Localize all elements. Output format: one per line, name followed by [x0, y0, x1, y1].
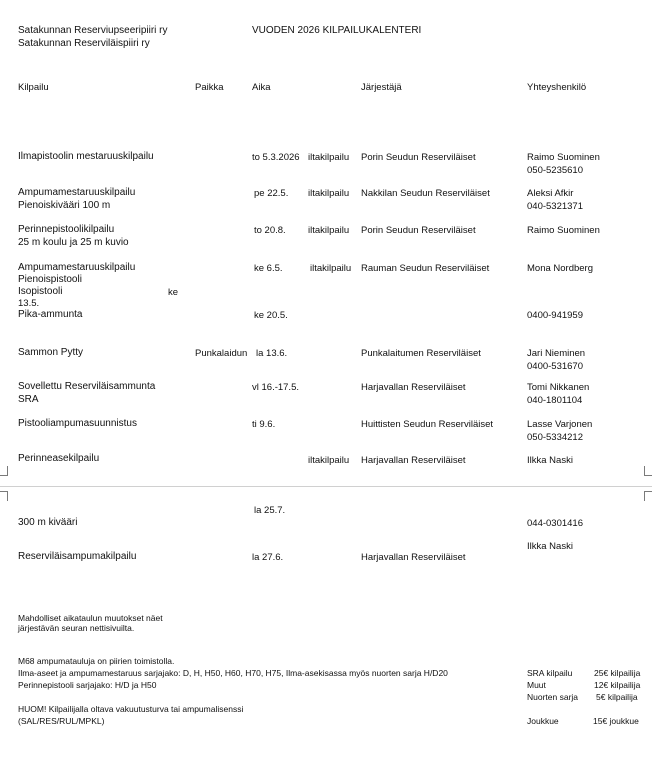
event-name: Sammon Pytty — [18, 347, 84, 358]
event-name-detail: Pienoiskivääri 100 m — [18, 200, 111, 211]
fee-value: 25€ kilpailija — [594, 668, 641, 678]
event-name: Reserviläisampumakilpailu — [18, 551, 137, 562]
event-phone: 040-5321371 — [527, 201, 583, 212]
event-date: ke 20.5. — [254, 310, 288, 321]
page-corner-mark — [0, 466, 8, 476]
event-contact: Raimo Suominen — [527, 152, 600, 163]
event-phone: 044-0301416 — [527, 518, 583, 529]
event-date: la 25.7. — [254, 505, 286, 516]
fee-value: 5€ kilpailija — [596, 692, 638, 702]
event-contact: Tomi Nikkanen — [527, 382, 590, 393]
column-header-jarjestaja: Järjestäjä — [361, 82, 402, 93]
fee-label: Muut — [527, 680, 546, 690]
event-organizer: Nakkilan Seudun Reserviläiset — [361, 188, 490, 199]
event-type: iltakilpailu — [308, 152, 350, 163]
event-name-detail: Isopistooli — [18, 286, 63, 297]
event-date: la 13.6. — [256, 348, 288, 359]
event-type: iltakilpailu — [308, 225, 350, 236]
note-classes: Ilma-aseet ja ampumamestaruus sarjajako: D, H, H50, H60, H70, H75, Ilma-asekisassa myös nuorten sarja H/D20 — [18, 668, 448, 678]
event-phone: 0400-941959 — [527, 310, 583, 321]
event-date: ti 9.6. — [252, 419, 276, 430]
note-schedule-changes: järjestävän seuran nettisivuilta. — [18, 623, 135, 633]
column-header-yhteyshenkilo: Yhteyshenkilö — [527, 82, 587, 93]
org-name-1: Satakunnan Reserviupseeripiiri ry — [18, 25, 168, 36]
event-contact: Jari Nieminen — [527, 348, 586, 359]
event-date: pe 22.5. — [254, 188, 289, 199]
column-header-kilpailu: Kilpailu — [18, 82, 49, 93]
event-contact: Aleksi Afkir — [527, 188, 574, 199]
event-phone: 0400-531670 — [527, 361, 583, 372]
page-break-divider — [0, 486, 652, 487]
event-contact: Raimo Suominen — [527, 225, 600, 236]
page-corner-mark — [644, 466, 652, 476]
event-name-detail: SRA — [18, 394, 39, 405]
note-m68: M68 ampumatauluja on piirien toimistolla. — [18, 656, 175, 666]
event-name: Ilmapistoolin mestaruuskilpailu — [18, 151, 154, 162]
event-place: Punkalaidun — [195, 348, 248, 359]
column-header-aika: Aika — [252, 82, 271, 93]
event-contact: Mona Nordberg — [527, 263, 594, 274]
event-date: to 20.8. — [254, 225, 286, 236]
event-name: Ampumamestaruuskilpailu — [18, 262, 136, 273]
event-contact: Ilkka Naski — [527, 455, 573, 466]
event-organizer: Punkalaitumen Reserviläiset — [361, 348, 481, 359]
event-phone: 040-1801104 — [527, 395, 583, 406]
event-type: iltakilpailu — [310, 263, 352, 274]
event-name-detail: 25 m koulu ja 25 m kuvio — [18, 237, 129, 248]
event-contact: Lasse Varjonen — [527, 419, 593, 430]
page-title: VUODEN 2026 KILPAILUKALENTERI — [252, 25, 422, 36]
event-date: to 5.3.2026 — [252, 152, 300, 163]
event-name: Ampumamestaruuskilpailu — [18, 187, 136, 198]
event-date-secondary: ke — [168, 287, 179, 298]
note-insurance: (SAL/RES/RUL/MPKL) — [18, 716, 105, 726]
fee-value: 15€ joukkue — [593, 716, 639, 726]
event-organizer: Harjavallan Reserviläiset — [361, 382, 466, 393]
event-name: Pistooliampumasuunnistus — [18, 418, 137, 429]
event-organizer: Porin Seudun Reserviläiset — [361, 152, 476, 163]
event-organizer: Harjavallan Reserviläiset — [361, 552, 466, 563]
event-name: Pika-ammunta — [18, 309, 83, 320]
event-name: Sovellettu Reserviläisammunta — [18, 381, 156, 392]
fee-label: SRA kilpailu — [527, 668, 573, 678]
page-corner-mark — [0, 491, 8, 501]
event-phone: 050-5334212 — [527, 432, 583, 443]
event-organizer: Huittisten Seudun Reserviläiset — [361, 419, 494, 430]
fee-label: Nuorten sarja — [527, 692, 579, 702]
event-organizer: Harjavallan Reserviläiset — [361, 455, 466, 466]
event-name: 300 m kivääri — [18, 517, 78, 528]
event-phone: 050-5235610 — [527, 165, 583, 176]
note-insurance: HUOM! Kilpailijalla oltava vakuutusturva tai ampumalisenssi — [18, 704, 244, 714]
page-corner-mark — [644, 491, 652, 501]
event-name: Perinneasekilpailu — [18, 453, 100, 464]
event-date: la 27.6. — [252, 552, 284, 563]
note-schedule-changes: Mahdolliset aikataulun muutokset näet — [18, 613, 163, 623]
org-name-2: Satakunnan Reserviläispiiri ry — [18, 38, 150, 49]
event-type: iltakilpailu — [308, 455, 350, 466]
event-date: vl 16.-17.5. — [252, 382, 299, 393]
note-perinne-classes: Perinnepistooli sarjajako: H/D ja H50 — [18, 680, 157, 690]
event-organizer: Rauman Seudun Reserviläiset — [361, 263, 490, 274]
event-name: Perinnepistoolikilpailu — [18, 224, 115, 235]
fee-value: 12€ kilpailija — [594, 680, 641, 690]
event-contact: Ilkka Naski — [527, 541, 573, 552]
event-organizer: Porin Seudun Reserviläiset — [361, 225, 476, 236]
event-type: iltakilpailu — [308, 188, 350, 199]
fee-label: Joukkue — [527, 716, 559, 726]
event-date-secondary: 13.5. — [18, 298, 40, 309]
event-date: ke 6.5. — [254, 263, 283, 274]
event-name-detail: Pienoispistooli — [18, 274, 82, 285]
column-header-paikka: Paikka — [195, 82, 224, 93]
